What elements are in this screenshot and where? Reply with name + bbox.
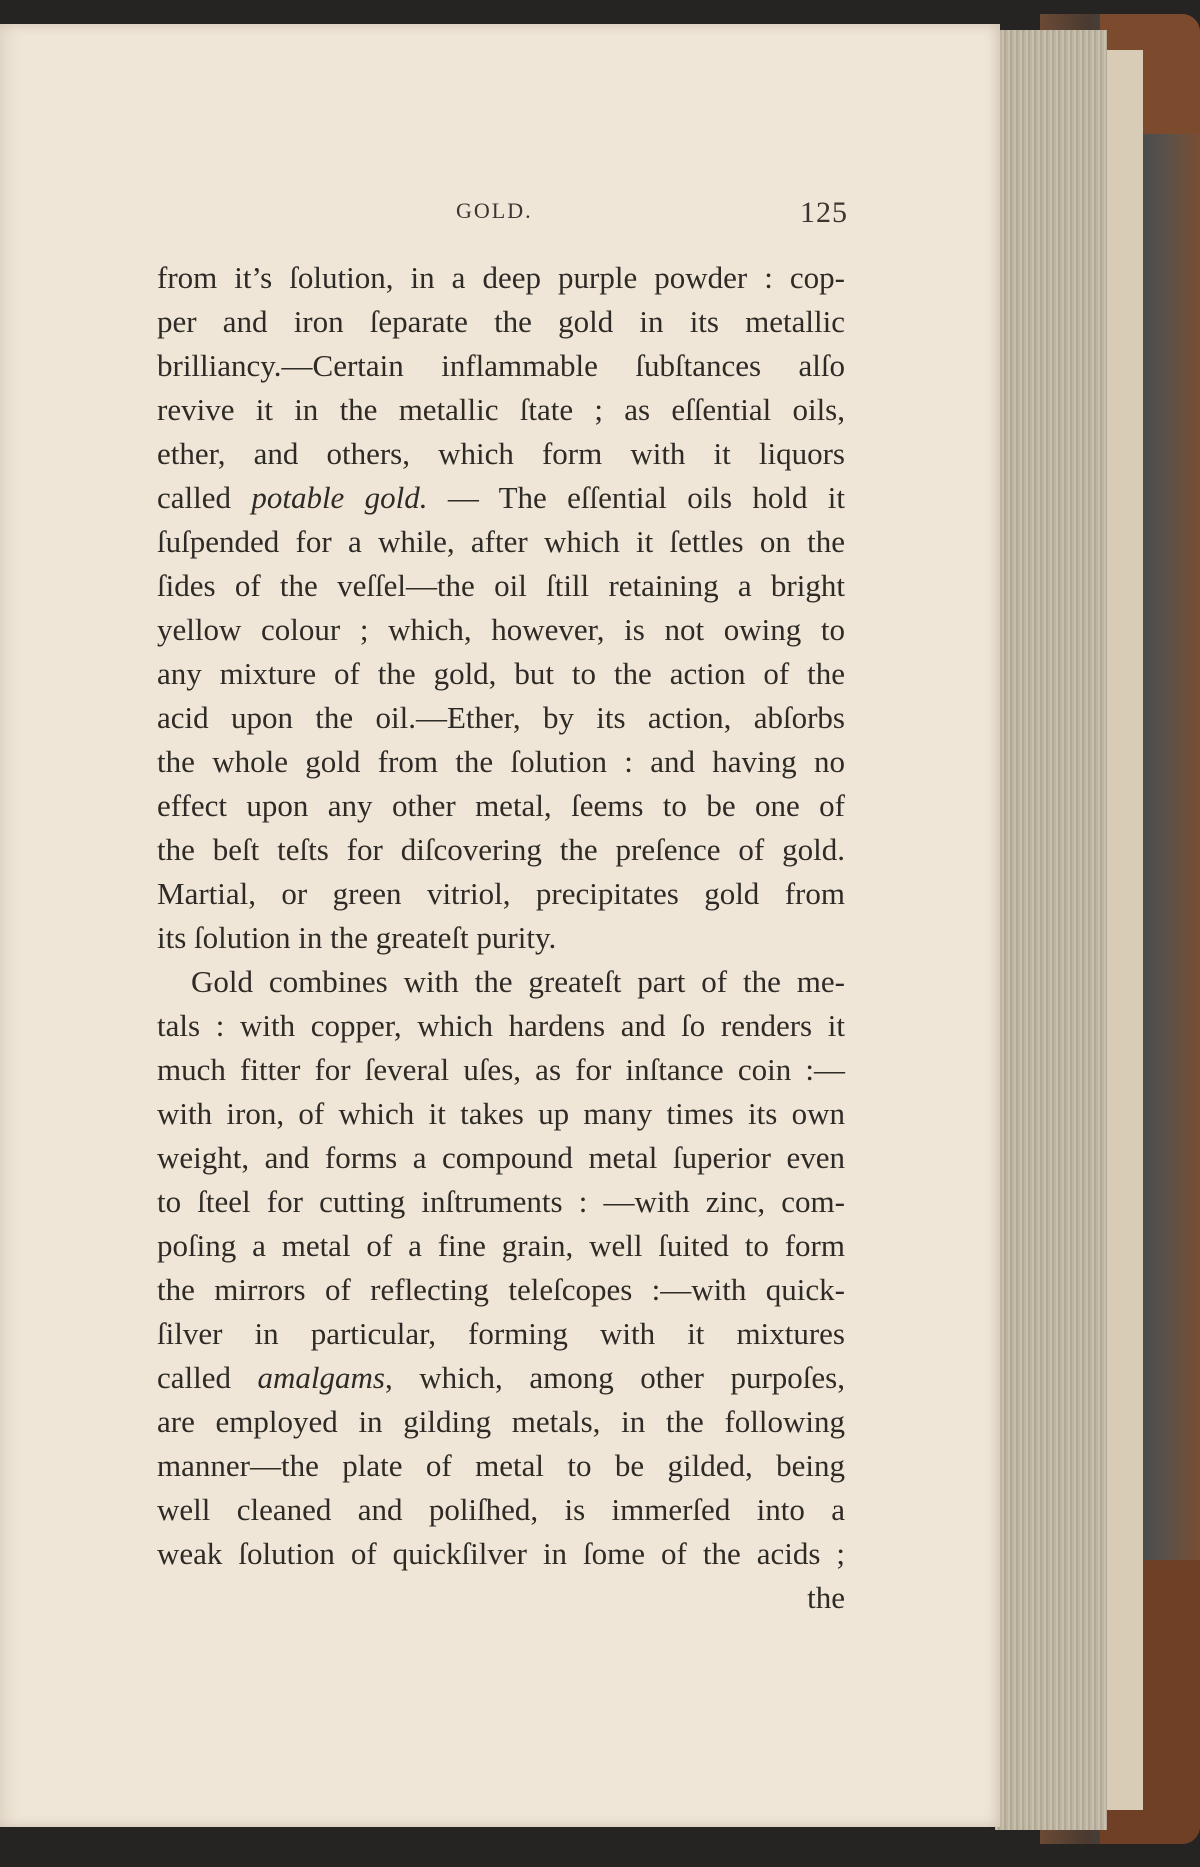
catchword: the [807,1580,845,1615]
text-segment: with iron, of which it takes up many times its own [157,1096,845,1131]
text-segment: , which, among other purpoſes, [385,1360,845,1395]
text-line [157,300,845,344]
text-segment: the mirrors of reflecting teleſcopes :—with quick- [157,1272,845,1307]
italic-term: amalgams [257,1360,385,1395]
text-segment: acid upon the oil.—Ether, by its action, abſorbs [157,700,845,735]
text-segment: ſilver in particular, forming with it mixtures [157,1316,845,1351]
text-segment: revive it in the metallic ſtate ; as eſſential oils, [157,392,845,427]
text-segment: effect upon any other metal, ſeems to be one of [157,788,845,823]
text-segment: are employed in gilding metals, in the following [157,1404,845,1439]
text-line [157,476,845,520]
text-segment: per and iron ſeparate the gold in its metallic [157,304,845,339]
text-line [157,388,845,432]
text-segment: called [157,480,252,515]
text-segment: poſing a metal of a fine grain, well ſuited to form [157,1228,845,1263]
text-line [157,1048,845,1092]
text-line [157,256,845,300]
text-line [157,1488,845,1532]
text-line [157,1532,845,1576]
text-segment: from it’s ſolution, in a deep purple powder : cop- [157,260,845,295]
text-line [157,784,845,828]
text-segment: brilliancy.—Certain inflammable ſubſtances alſo [157,348,845,383]
page-fore-edge [995,30,1107,1830]
text-line [157,432,845,476]
text-line [157,696,845,740]
text-segment: ether, and others, which form with it liquors [157,436,845,471]
text-line [157,652,845,696]
page-body-text [157,256,845,1620]
text-segment: ſides of the veſſel—the oil ſtill retaining a bright [157,568,845,603]
text-line [157,1136,845,1180]
text-line [157,1004,845,1048]
italic-term: potable gold. [251,480,428,515]
text-segment: much fitter for ſeveral uſes, as for inſtance coin :— [157,1052,845,1087]
running-title: GOLD. [456,198,533,223]
text-segment: well cleaned and poliſhed, is immerſed into a [157,1492,845,1527]
text-line [157,1312,845,1356]
text-line [157,1180,845,1224]
page-fore-edge-inner [1107,50,1143,1810]
text-line [157,872,845,916]
text-segment: any mixture of the gold, but to the action of the [157,656,845,691]
text-segment: ſuſpended for a while, after which it ſettles on the [157,524,845,559]
text-segment: weak ſolution of quickſilver in ſome of the acids ; [157,1536,845,1571]
text-line [157,1268,845,1312]
text-segment: the whole gold from the ſolution : and having no [157,744,845,779]
text-line [157,1092,845,1136]
text-line [157,960,845,1004]
text-line [157,1224,845,1268]
text-line [157,1356,845,1400]
text-segment: tals : with copper, which hardens and ſo renders it [157,1008,845,1043]
text-segment: Martial, or green vitriol, precipitates gold from [157,876,845,911]
text-line [157,740,845,784]
text-line [157,1400,845,1444]
text-line [157,344,845,388]
book-page [0,24,1000,1827]
text-segment: weight, and forms a compound metal ſuperior even [157,1140,845,1175]
page-number: 125 [800,196,848,229]
text-segment: called [157,1360,258,1395]
text-segment: Gold combines with the greateſt part of the me- [191,964,845,999]
text-line [157,828,845,872]
text-line [157,608,845,652]
text-segment: its ſolution in the greateſt purity. [157,920,557,955]
text-segment: — The eſſential oils hold it [427,480,845,515]
text-line [157,520,845,564]
text-segment: manner—the plate of metal to be gilded, being [157,1448,845,1483]
text-line [157,1444,845,1488]
text-segment: the beſt teſts for diſcovering the preſence of gold. [157,832,845,867]
text-line [157,564,845,608]
text-line [157,916,845,960]
text-segment: to ſteel for cutting inſtruments : —with zinc, com- [157,1184,845,1219]
text-segment: yellow colour ; which, however, is not owing to [157,612,845,647]
